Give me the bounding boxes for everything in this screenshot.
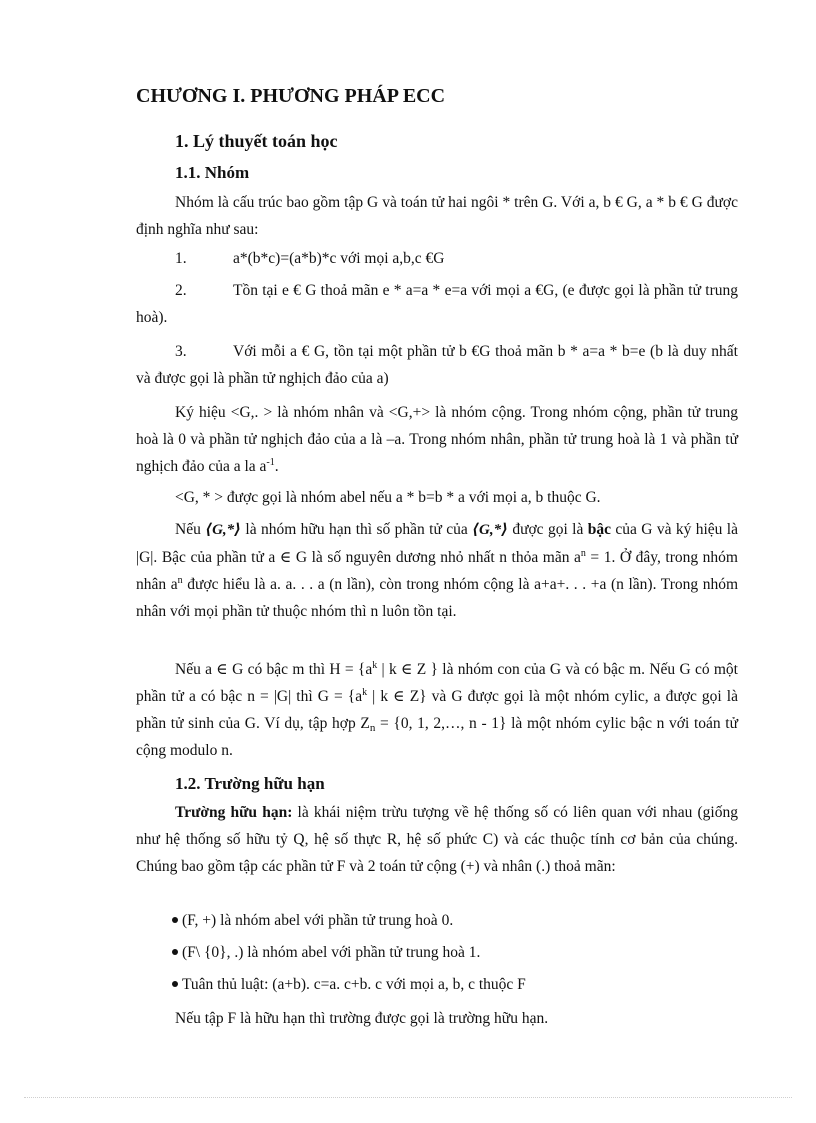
order-bold-term: bậc [587,521,611,538]
finite-field-text: là khái niệm trừu tượng về hệ thống số có liên quan với nhau (giống như hệ thống số hữu tỷ Q, hệ số thực R, hệ số phức C) và các thuộc tính cơ bản của chúng. Chúng bao gồm tập các phần tử F và 2 toán tử cộng (+) và nhân (.) thoả mãn: [136,804,738,875]
group-symbol: ⟨G,*⟩ [205,522,242,538]
order-text: của G và ký hiệu là |G|. Bậc của phần tử a ∈ G là số nguyên dương nhỏ nhất n thỏa mãn a [136,521,738,566]
list-item-number: 3. [175,343,187,360]
order-text: = 1. Ở đây, trong nhóm nhân a [136,549,738,593]
order-text: được hiểu là a. a. . . a (n lần), còn trong nhóm cộng là a+a+. . . +a (n lần). Trong nhóm nhân với mọi phần tử thuộc nhóm thì n luôn tồn tại. [136,576,739,620]
exponent-k: k [372,660,378,671]
list-item-text: Với mỗi a € G, tồn tại một phần tử b €G thoả mãn b * a=a * b=e (b là duy nhất và được gọi là phần tử nghịch đảo của a) [136,343,738,387]
bullet-icon [172,917,178,923]
bullet-icon [172,949,178,955]
abel-definition: <G, * > được gọi là nhóm abel nếu a * b=b * a với mọi a, b thuộc G. [175,489,601,506]
notation-end: . [274,458,279,475]
exponent-n: n [177,575,183,586]
subscript-n: n [369,722,376,734]
chapter-title: CHƯƠNG I. PHƯƠNG PHÁP ECC [136,85,446,107]
section-heading-1: 1. Lý thuyết toán học [175,131,338,151]
list-item [136,277,738,331]
group-symbol: ⟨G,*⟩ [472,522,508,538]
bullet-icon [172,981,178,987]
list-item [175,250,444,268]
cyclic-text: | k ∈ Z} và G được gọi là một nhóm cylic, a được gọi là phần tử sinh của G. Ví dụ, tập hợp Z [136,688,738,732]
notation-paragraph [136,399,738,480]
bullet-text: (F\ {0}, .) là nhóm abel với phần tử trung hoà 1. [182,944,481,961]
cyclic-text: | k ∈ Z } là nhóm con của G và có bậc m. Nếu G có một phần tử a có bậc n = |G| thì G = {a [136,661,738,705]
conclusion-paragraph: Nếu tập F là hữu hạn thì trường được gọi là trường hữu hạn. [175,1010,549,1027]
list-item [172,944,480,962]
cyclic-text: = {0, 1, 2,…, n - 1} là một nhóm cylic bậc n với toán tử cộng modulo n. [136,715,738,759]
notation-text: Ký hiệu <G,. > là nhóm nhân và <G,+> là nhóm cộng. Trong nhóm cộng, phần tử trung hoà là 0 và phần tử nghịch đảo của a là –a. Trong nhóm nhân, phần tử trung hoà là 1 và phần tử nghịch đảo của a la a [136,404,738,475]
bullet-text: (F, +) là nhóm abel với phần tử trung hoà 0. [182,912,454,929]
list-item [136,338,738,392]
exponent-n: n [580,548,586,559]
exponent-k: k [362,687,368,698]
section-heading-1-1: 1.1. Nhóm [175,163,250,182]
group-definition-paragraph: Nhóm là cấu trúc bao gồm tập G và toán tử hai ngôi * trên G. Với a, b € G, a * b € G được định nghĩa như sau: [136,194,738,238]
inverse-exponent: -1 [266,457,275,468]
finite-field-definition [136,799,738,880]
bullet-text: Tuân thủ luật: (a+b). c=a. c+b. c với mọi a, b, c thuộc F [182,976,526,993]
list-item-number: 1. [175,250,187,267]
order-text: Nếu [175,521,206,538]
page-bottom-divider [24,1097,792,1098]
list-item-text: Tồn tại e € G thoả mãn e * a=a * e=a với mọi a €G, (e được gọi là phần tử trung hoà). [136,282,738,326]
list-item-text: a*(b*c)=(a*b)*c với mọi a,b,c €G [233,250,445,267]
section-heading-1-2: 1.2. Trường hữu hạn [175,774,325,793]
list-item [172,912,453,930]
list-item-number: 2. [175,282,187,299]
order-text: là nhóm hữu hạn thì số phần tử của [241,521,473,538]
order-paragraph [136,516,738,625]
cyclic-text: Nếu a ∈ G có bậc m thì H = {a [175,661,373,678]
order-text: được gọi là [507,521,588,538]
list-item [172,976,526,994]
finite-field-term: Trường hữu hạn: [175,804,293,821]
cyclic-paragraph [136,656,738,764]
